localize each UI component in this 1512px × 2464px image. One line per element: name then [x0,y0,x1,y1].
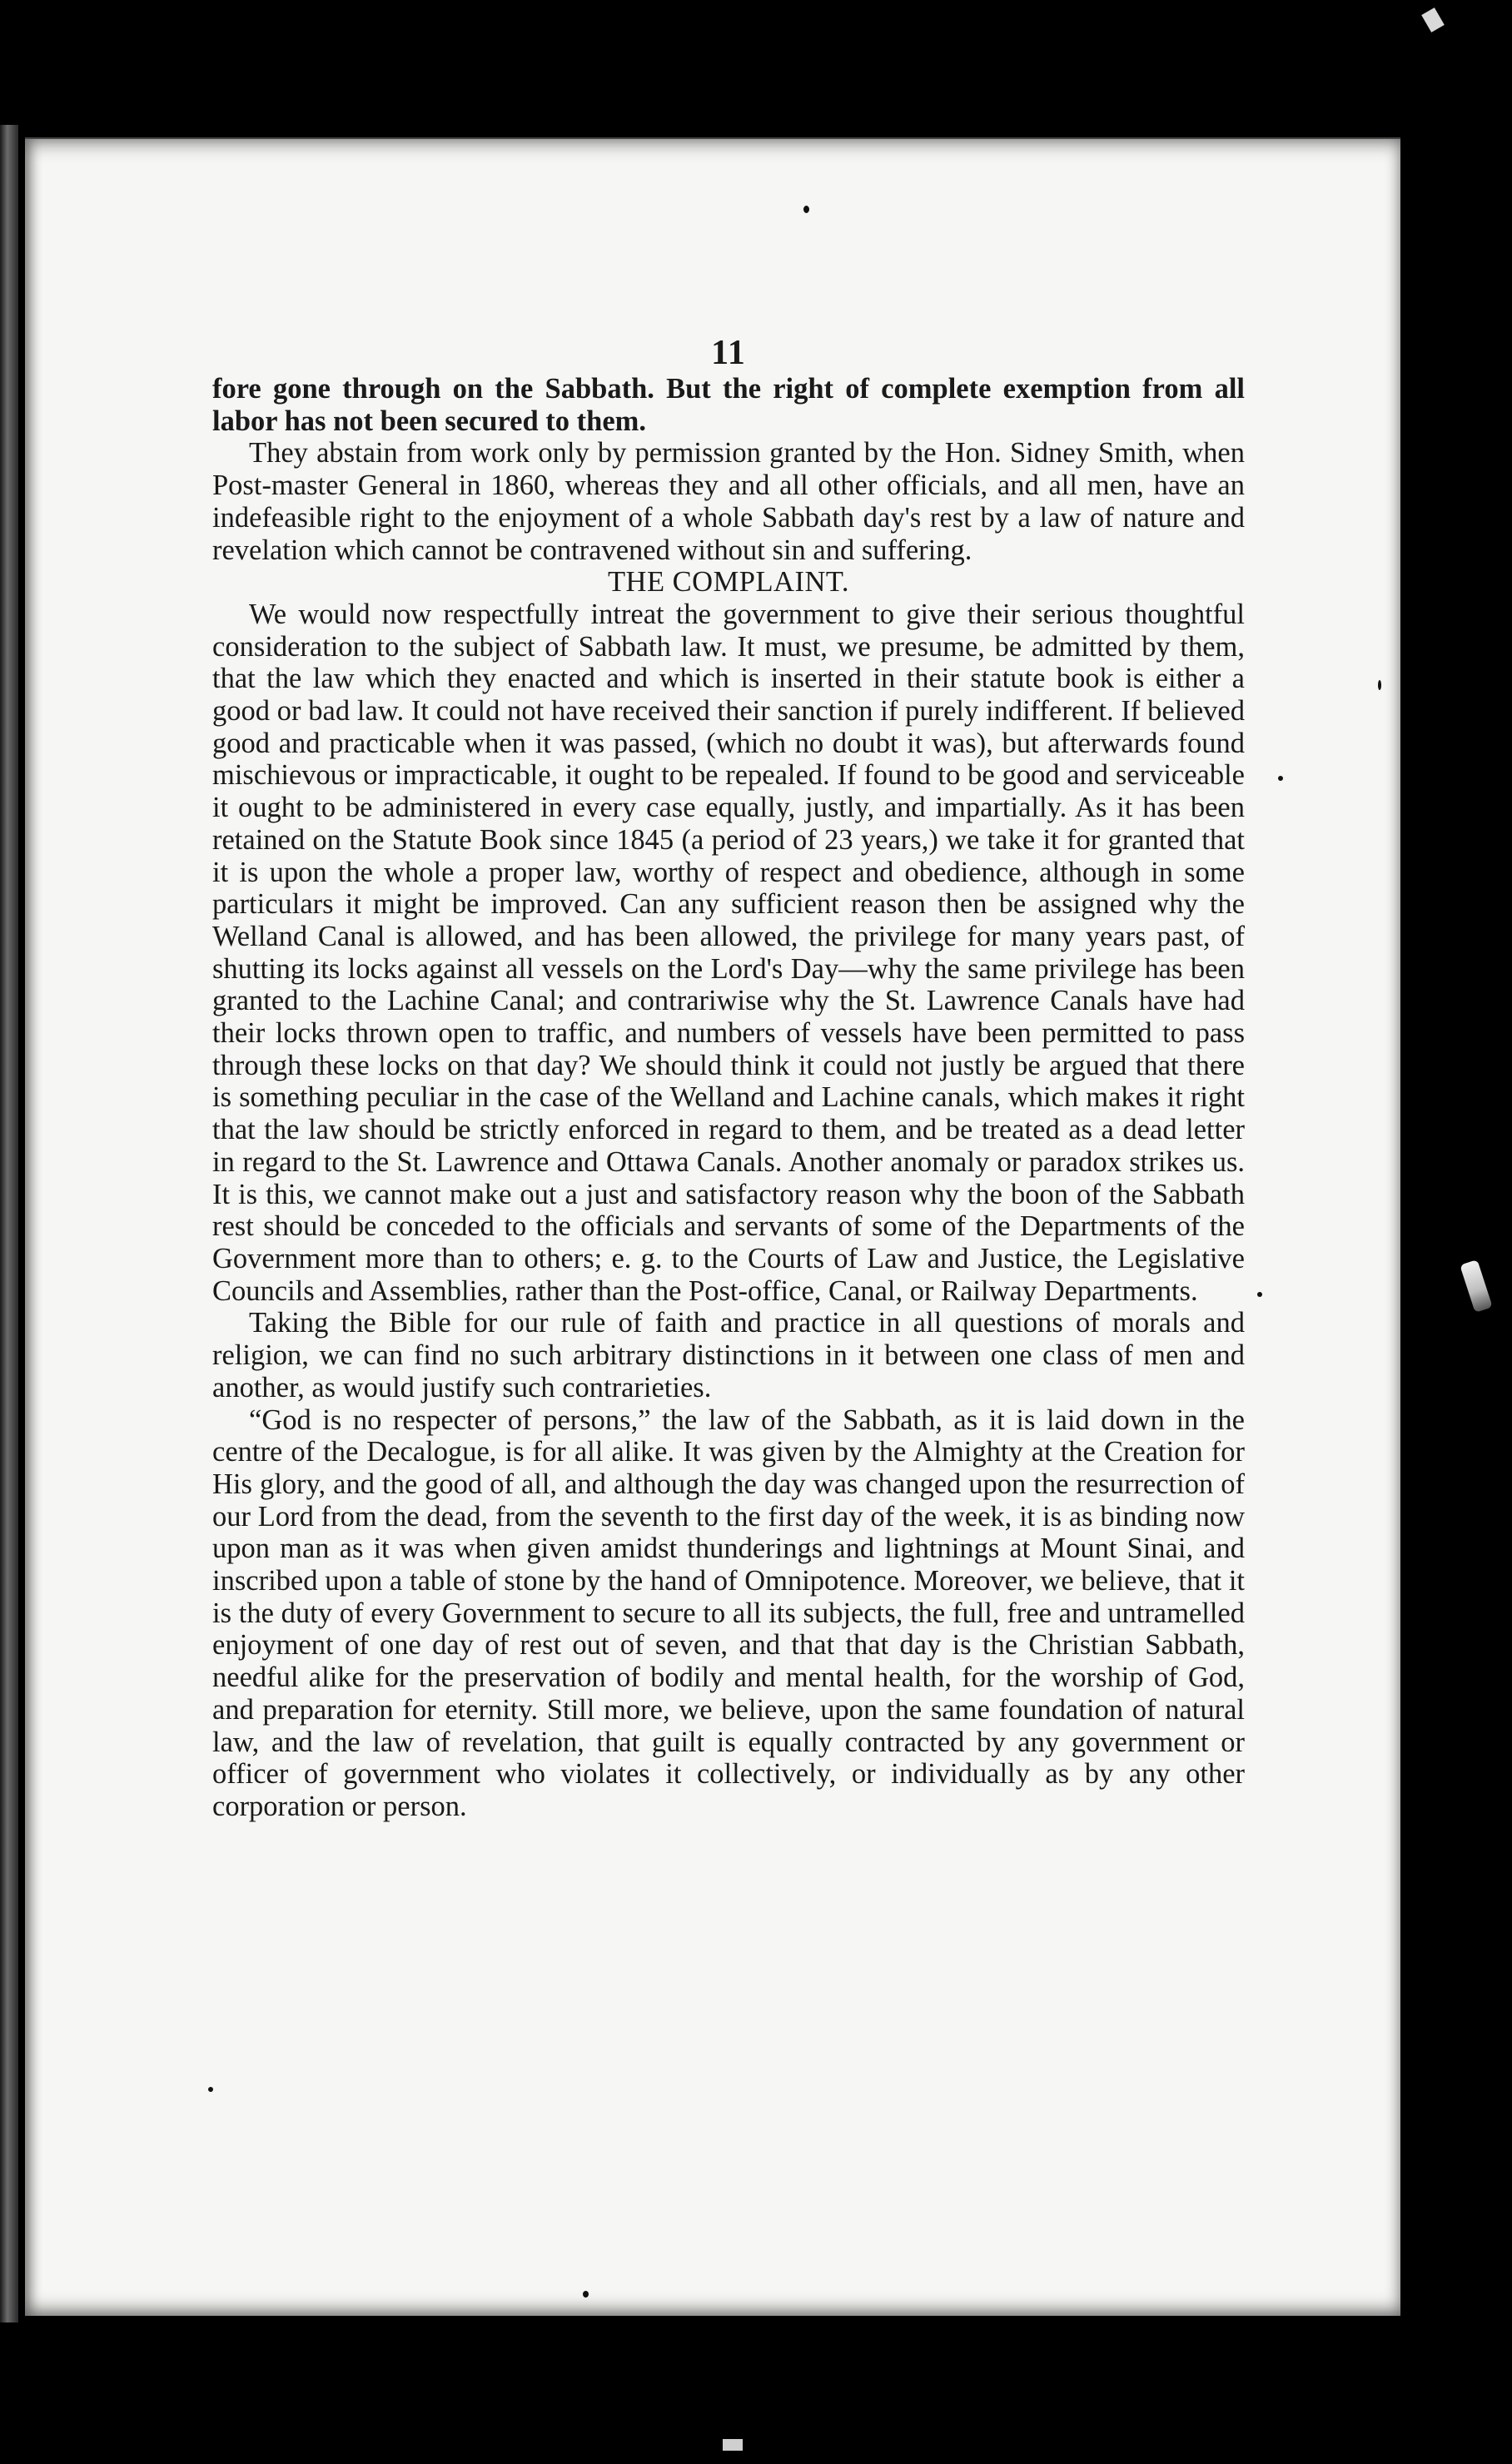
page-number: 11 [711,334,746,372]
edge-scan-artifact [1460,1259,1492,1313]
paragraph-continuation: fore gone through on the Sabbath. But the right of complete exemption from all labor has not been secured to them. [212,373,1245,437]
ink-speck [1278,776,1283,781]
section-heading: THE COMPLAINT. [607,566,849,599]
ink-speck [1257,1292,1262,1297]
ink-speck [1378,680,1381,690]
binding-edge [0,125,18,2322]
ink-speck [208,2087,213,2092]
paragraph-bible: Taking the Bible for our rule of faith and practice in all questions of morals and religion, we can find no such arbitrary distinctions in it between one class of men and another, as would justify such contrarieties. [212,1307,1245,1403]
page-text [212,335,1245,1823]
bottom-scan-artifact [723,2439,743,2451]
corner-scan-artifact [1421,7,1445,32]
document-page [25,137,1400,2316]
ink-speck [583,2291,589,2298]
paragraph-complaint: We would now respectfully intreat the government to give their serious thoughtful consideration to the subject of Sabbath law. It must, we presume, be admitted by them, that the law which they enacted and which is inserted in their statute book is either a good or bad law. It could not have received their sanction if purely indifferent. If believed good and practicable when it was passed, (which no doubt it was), but afterwards found mischievous or impracticable, it ought to be repealed. If found to be good and serviceable it ought to be administered in every case equally, justly, and impartially. As it has been retained on the Statute Book since 1845 (a period of 23 years,) we take it for granted that it is upon the whole a proper law, worthy of respect and obedience, although in some particulars it might be improved. Can any sufficient reason then be assigned why the Welland Canal is allowed, and has been allowed, the privilege for many years past, of shutting its locks against all vessels on the Lord's Day—why the same privilege has been granted to the Lachine Canal; and contrariwise why the St. Lawrence Canals have had their locks thrown open to traffic, and numbers of vessels have been permitted to pass through these locks on that day? We should think it could not justly be argued that there is something peculiar in the case of the Welland and Lachine canals, which makes it right that the law should be strictly enforced in regard to them, and be treated as a dead letter in regard to the St. Lawrence and Ottawa Canals. Another anomaly or paradox strikes us. It is this, we cannot make out a just and satisfactory reason why the boon of the Sabbath rest should be conceded to the officials and servants of some of the Departments of the Government more than to others; e. g. to the Courts of Law and Justice, the Legislative Councils and Assemblies, rather than the Post-office, Canal, or Railway Departments. [212,598,1245,1307]
paragraph-respecter: “God is no respecter of persons,” the law of the Sabbath, as it is laid down in the centre of the Decalogue, is for all alike. It was given by the Almighty at the Creation for His glory, and the good of all, and although the day was changed upon the resurrection of our Lord from the dead, from the seventh to the first day of the week, it is as binding now upon man as it was when given amidst thunderings and lightnings at Mount Sinai, and inscribed upon a table of stone by the hand of Omnipotence. Moreover, we believe, that it is the duty of every Government to secure to all its subjects, the full, free and untramelled enjoyment of one day of rest out of seven, and that that day is the Christian Sabbath, needful alike for the preservation of bodily and mental health, for the worship of God, and preparation for eternity. Still more, we believe, upon the same foundation of natural law, and the law of revelation, that guilt is equally contracted by any government or officer of government who violates it collectively, or individually as by any other corporation or person. [212,1403,1245,1822]
ink-speck [803,206,809,213]
paragraph-abstain: They abstain from work only by permission granted by the Hon. Sidney Smith, when Post-master General in 1860, whereas they and all other officials, and all men, have an indefeasible right to the enjoyment of a whole Sabbath day's rest by a law of nature and revelation which cannot be contravened without sin and suffering. [212,437,1245,566]
